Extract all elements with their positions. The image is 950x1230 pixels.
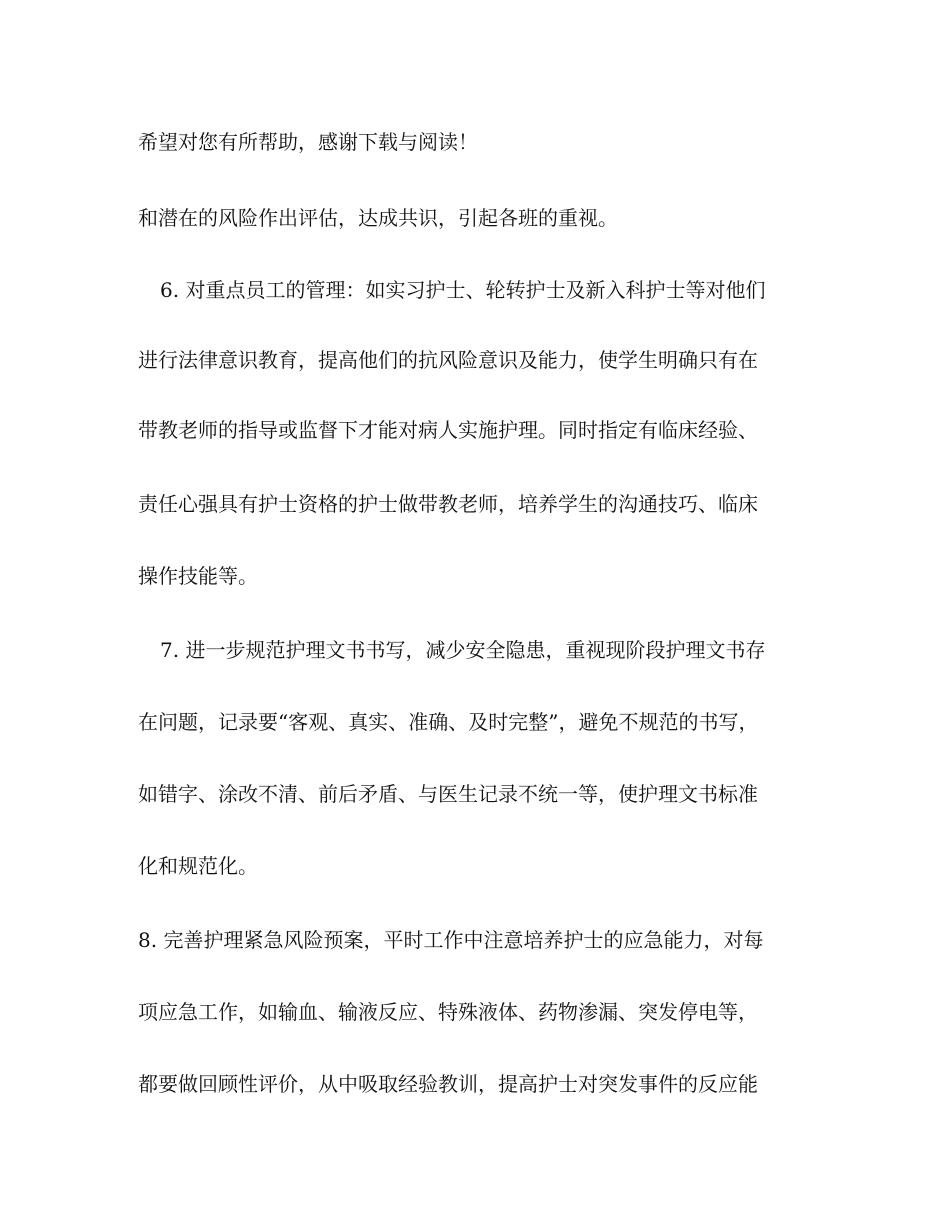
paragraph-line: 都要做回顾性评价，从中吸取经验教训，提高护士对突发事件的反应能 [138,1072,758,1096]
paragraph-line: 项应急工作，如输血、输液反应、特殊液体、药物渗漏、突发停电等， [138,1000,758,1024]
paragraph-line: 操作技能等。 [138,564,258,588]
paragraph-line: 责任心强具有护士资格的护士做带教老师，培养学生的沟通技巧、临床 [138,492,758,516]
paragraph-line: 在问题，记录要“客观、真实、准确、及时完整”，避免不规范的书写， [138,710,759,734]
paragraph-line: 和潜在的风险作出评估，达成共识，引起各班的重视。 [138,206,618,230]
item-6-heading-line: 6. 对重点员工的管理：如实习护士、轮转护士及新入科护士等对他们 [160,278,766,302]
item-8-heading-line: 8. 完善护理紧急风险预案，平时工作中注意培养护士的应急能力，对每 [138,928,764,952]
paragraph-line: 带教老师的指导或监督下才能对病人实施护理。同时指定有临床经验、 [138,418,758,442]
paragraph-line: 进行法律意识教育，提高他们的抗风险意识及能力，使学生明确只有在 [138,348,758,372]
item-7-heading-line: 7. 进一步规范护理文书书写，减少安全隐患，重视现阶段护理文书存 [160,638,766,662]
closing-note: 希望对您有所帮助，感谢下载与阅读！ [138,130,478,154]
paragraph-line: 如错字、涂改不清、前后矛盾、与医生记录不统一等，使护理文书标准 [138,782,758,806]
paragraph-line: 化和规范化。 [138,854,258,878]
